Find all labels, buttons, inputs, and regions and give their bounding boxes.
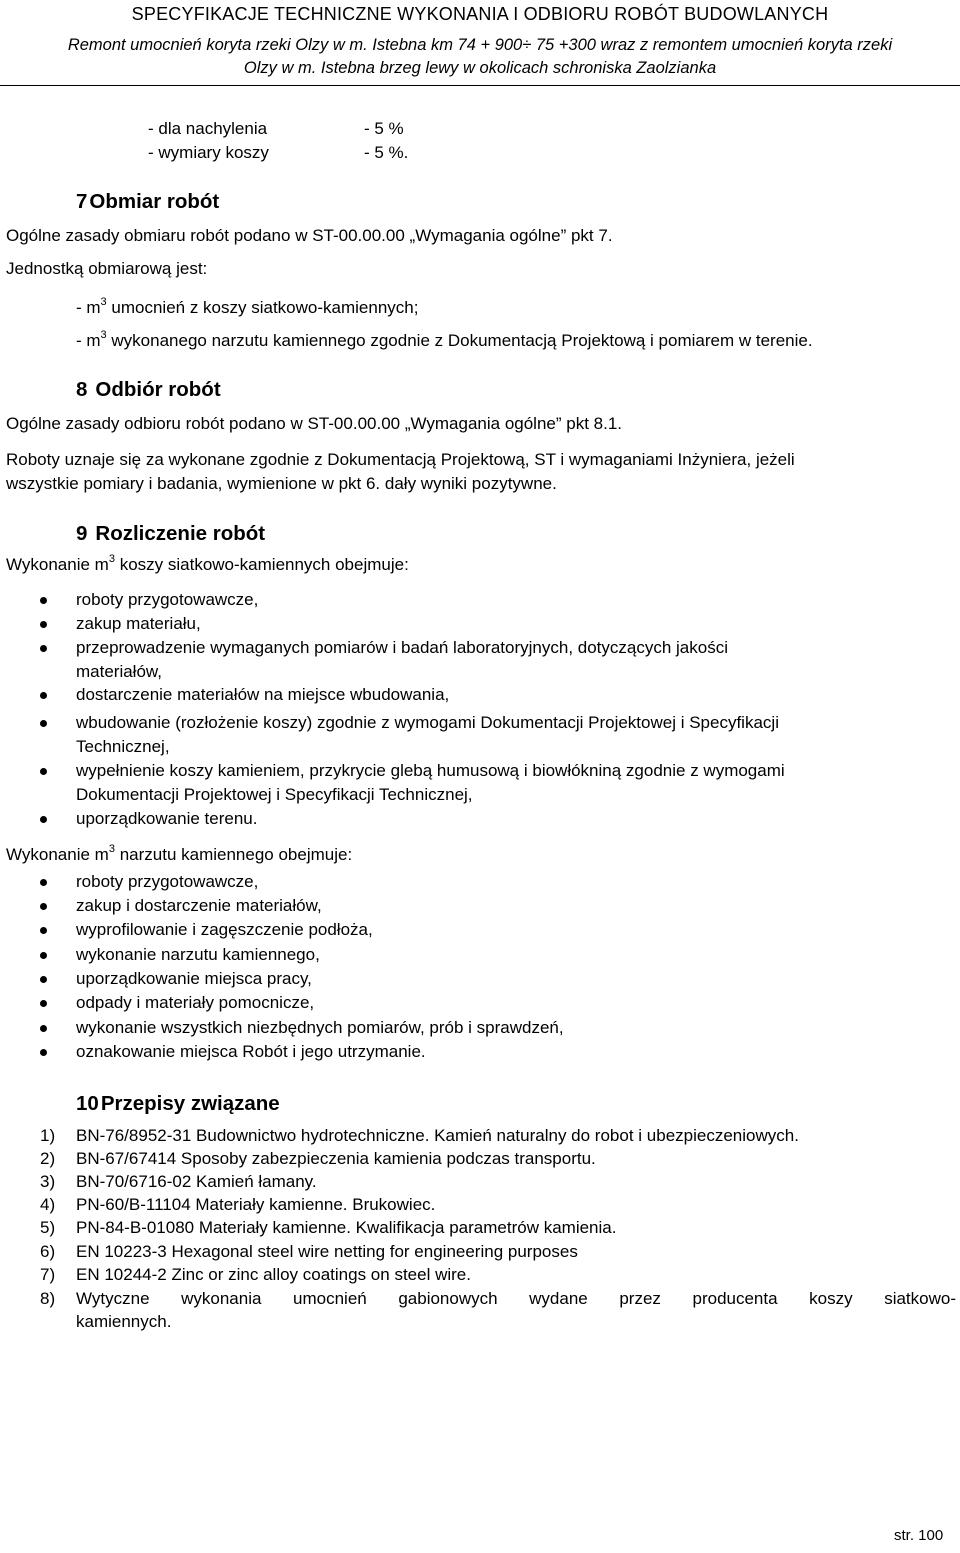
bullet-icon bbox=[40, 903, 47, 910]
bullet-icon bbox=[40, 952, 47, 959]
list-item-continuation: Dokumentacji Projektowej i Specyfikacji Technicznej, bbox=[76, 785, 473, 804]
reference-number: 3) bbox=[40, 1172, 56, 1191]
document-header-title: SPECYFIKACJE TECHNICZNE WYKONANIA I ODBIORU ROBÓT BUDOWLANYCH bbox=[131, 4, 829, 24]
tolerance-label: - dla nachylenia bbox=[148, 119, 268, 138]
section-title: Odbiór robót bbox=[95, 378, 221, 401]
list-item: wykonanie narzutu kamiennego, bbox=[76, 945, 320, 964]
list-item: zakup i dostarczenie materiałów, bbox=[76, 896, 322, 915]
reference-text: BN-76/8952-31 Budownictwo hydrotechniczne. Kamień naturalny do robot i ubezpieczeniowych. bbox=[76, 1126, 799, 1145]
list-item: roboty przygotowawcze, bbox=[76, 590, 259, 609]
reference-text: BN-70/6716-02 Kamień łamany. bbox=[76, 1172, 317, 1191]
section-8-paragraph-2-line1: Roboty uznaje się za wykonane zgodnie z Dokumentacją Projektową, ST i wymaganiami Inżyniera, jeżeli bbox=[6, 450, 795, 469]
reference-text: PN-84-B-01080 Materiały kamienne. Kwalifikacja parametrów kamienia. bbox=[76, 1218, 617, 1237]
bullet-icon bbox=[40, 1000, 47, 1007]
list-item: uporządkowanie miejsca pracy, bbox=[76, 969, 312, 988]
bullet-icon bbox=[40, 768, 47, 775]
reference-text: EN 10223-3 Hexagonal steel wire netting for engineering purposes bbox=[76, 1242, 578, 1261]
section-8-paragraph-1: Ogólne zasady odbioru robót podano w ST-00.00.00 „Wymagania ogólne” pkt 8.1. bbox=[6, 414, 623, 433]
section-7-heading bbox=[76, 190, 219, 214]
section-8-heading bbox=[76, 378, 221, 402]
bullet-icon bbox=[40, 720, 47, 727]
bullet-icon bbox=[40, 645, 47, 652]
section-7-paragraph-1: Ogólne zasady obmiaru robót podano w ST-00.00.00 „Wymagania ogólne” pkt 7. bbox=[6, 226, 613, 245]
page-number: str. 100 bbox=[894, 1527, 944, 1544]
list-item: wbudowanie (rozłożenie koszy) zgodnie z wymogami Dokumentacji Projektowej i Specyfikacji bbox=[76, 713, 779, 732]
reference-number: 7) bbox=[40, 1265, 56, 1284]
list-item: odpady i materiały pomocnicze, bbox=[76, 993, 315, 1012]
reference-number: 2) bbox=[40, 1149, 56, 1168]
bullet-icon bbox=[40, 621, 47, 628]
reference-text: Wytyczne wykonania umocnień gabionowych wydane przez producenta koszy siatkowo- bbox=[76, 1289, 956, 1308]
reference-text: BN-67/67414 Sposoby zabezpieczenia kamienia podczas transportu. bbox=[76, 1149, 596, 1168]
list-item: dostarczenie materiałów na miejsce wbudowania, bbox=[76, 685, 450, 704]
section-9-heading bbox=[76, 522, 265, 546]
tolerance-value: - 5 % bbox=[364, 119, 404, 138]
unit-item: - $m^3$ wykonanego narzutu kamiennego zgodnie z Dokumentacją Projektową i pomiarem w terenie. bbox=[76, 329, 813, 350]
list-item: zakup materiału, bbox=[76, 614, 201, 633]
reference-text-continuation: kamiennych. bbox=[76, 1312, 172, 1331]
reference-number: 6) bbox=[40, 1242, 56, 1261]
list-item: wypełnienie koszy kamieniem, przykrycie glebą humusową i biowłókniną zgodnie z wymogami bbox=[76, 761, 785, 780]
tolerance-label: - wymiary koszy bbox=[148, 143, 269, 162]
list-item-continuation: materiałów, bbox=[76, 662, 162, 681]
section-9-intro-1: Wykonanie $m^3$ koszy siatkowo-kamiennych obejmuje: bbox=[6, 553, 409, 574]
reference-number: 4) bbox=[40, 1195, 56, 1214]
section-title: Obmiar robót bbox=[89, 190, 220, 213]
section-9-intro-2: Wykonanie $m^3$ narzutu kamiennego obejmuje: bbox=[6, 843, 353, 864]
list-item: wyprofilowanie i zagęszczenie podłoża, bbox=[76, 920, 373, 939]
tolerance-value: - 5 %. bbox=[364, 143, 409, 162]
bullet-icon bbox=[40, 692, 47, 699]
list-item: roboty przygotowawcze, bbox=[76, 872, 259, 891]
unit-item: - $m^3$ umocnień z koszy siatkowo-kamiennych; bbox=[76, 296, 419, 317]
bullet-icon bbox=[40, 1049, 47, 1056]
bullet-icon bbox=[40, 816, 47, 823]
reference-text: EN 10244-2 Zinc or zinc alloy coatings on steel wire. bbox=[76, 1265, 471, 1284]
reference-text: PN-60/B-11104 Materiały kamienne. Brukowiec. bbox=[76, 1195, 436, 1214]
document-header-subtitle-line1: Remont umocnień koryta rzeki Olzy w m. Istebna km 74 + 900÷ 75 +300 wraz z remontem umocnień koryta rzeki bbox=[67, 36, 893, 54]
section-8-paragraph-2-line2: wszystkie pomiary i badania, wymienione w pkt 6. dały wyniki pozytywne. bbox=[6, 474, 557, 493]
reference-number: 8) bbox=[40, 1289, 56, 1308]
section-number: 10 bbox=[76, 1092, 99, 1115]
section-7-paragraph-2: Jednostką obmiarową jest: bbox=[6, 259, 208, 278]
section-number: 9 bbox=[76, 522, 88, 545]
list-item: uporządkowanie terenu. bbox=[76, 809, 258, 828]
reference-number: 5) bbox=[40, 1218, 56, 1237]
list-item: wykonanie wszystkich niezbędnych pomiarów, prób i sprawdzeń, bbox=[76, 1018, 564, 1037]
bullet-icon bbox=[40, 879, 47, 886]
bullet-icon bbox=[40, 1025, 47, 1032]
section-10-heading bbox=[76, 1092, 280, 1116]
section-title: Rozliczenie robót bbox=[95, 522, 266, 545]
section-number: 7 bbox=[76, 190, 88, 213]
bullet-icon bbox=[40, 597, 47, 604]
bullet-icon bbox=[40, 976, 47, 983]
document-header-subtitle-line2: Olzy w m. Istebna brzeg lewy w okolicach schroniska Zaolzianka bbox=[243, 59, 717, 77]
list-item-continuation: Technicznej, bbox=[76, 737, 170, 756]
list-item: przeprowadzenie wymaganych pomiarów i badań laboratoryjnych, dotyczących jakości bbox=[76, 638, 728, 657]
section-title: Przepisy związane bbox=[100, 1092, 280, 1115]
reference-number: 1) bbox=[40, 1126, 56, 1145]
section-number: 8 bbox=[76, 378, 88, 401]
bullet-icon bbox=[40, 927, 47, 934]
header-divider bbox=[0, 85, 960, 86]
list-item: oznakowanie miejsca Robót i jego utrzymanie. bbox=[76, 1042, 426, 1061]
